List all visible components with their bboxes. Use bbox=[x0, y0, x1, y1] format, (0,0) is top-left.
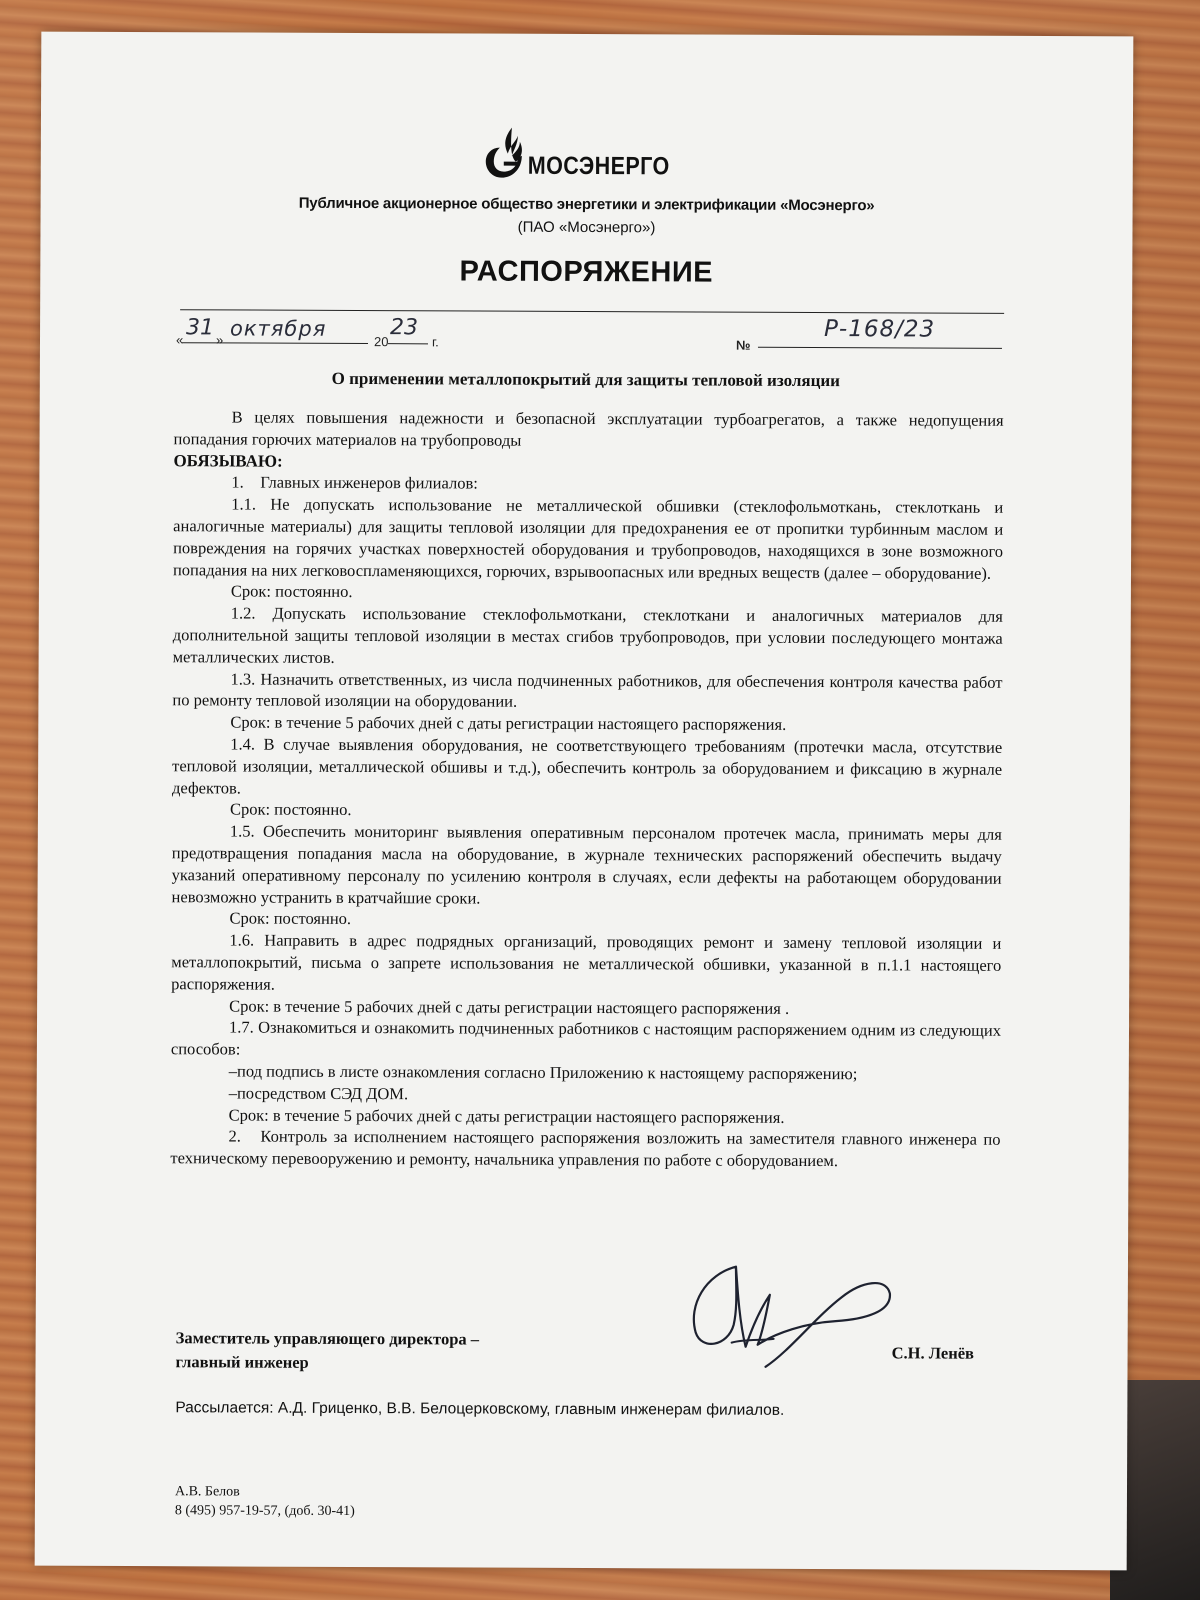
item-1-5: 1.5. Обеспечить мониторинг выявления оперативным персоналом протечек масла, принимать меры для предотвращения попадания масла на оборудование, в журнале технических распоряжений обеспечить выдачу указаний оперативному персоналу по усилению контроля в случаях, если дефекты на работающем оборудовании невозможно устранить в кратчайшие сроки. bbox=[171, 821, 1002, 908]
year-mark: г. bbox=[431, 334, 439, 350]
intro-paragraph: В целях повышения надежности и безопасной эксплуатации турбоагрегатов, а также недопущения попадания горючих материалов на трубопроводы bbox=[173, 407, 1004, 450]
item-1-4: 1.4. В случае выявления оборудования, не соответствующего требованиям (протечки масла, отсутствие тепловой изоляции, металлической обшивы и т.д.), обеспечить контроль за оборудованием и фиксацию в журнале дефектов. bbox=[172, 734, 1003, 798]
item-1-2: 1.2. Допускать использование стеклофольмоткани, стеклоткани и аналогичных материалов для дополнительной защиты тепловой изоляции в местах сгибов трубопроводов, при условии последующего монтажа металлических листов. bbox=[172, 603, 1003, 667]
term-1-1: Срок: постоянно. bbox=[230, 581, 353, 602]
document-page bbox=[35, 32, 1134, 1571]
organization-short-name: (ПАО «Мосэнерго») bbox=[517, 218, 656, 237]
company-logo bbox=[41, 124, 1133, 185]
item-1: 1. Главных инженеров филиалов: bbox=[231, 472, 478, 493]
term-1-3: Срок: в течение 5 рабочих дней с даты регистрации настоящего распоряжения. bbox=[230, 712, 787, 735]
item-1-3: 1.3. Назначить ответственных, из числа подчиненных работников, для обеспечения контроля качества работ по ремонту тепловой изоляции на оборудовании. bbox=[172, 669, 1003, 712]
term-1-6: Срок: в течение 5 рабочих дней с даты регистрации настоящего распоряжения . bbox=[229, 995, 790, 1018]
item-1-7: 1.7. Ознакомиться и ознакомить подчиненных работников с настоящим распоряжением одним из следующих способов: bbox=[170, 1017, 1002, 1059]
date-month: октября bbox=[230, 316, 327, 341]
date-underline bbox=[182, 342, 368, 344]
position-line-1: Заместитель управляющего директора – bbox=[175, 1328, 480, 1349]
year-prefix: 20 bbox=[373, 334, 389, 350]
document-title: О применении металлопокрытий для защиты тепловой изоляции bbox=[331, 368, 841, 391]
document-number: Р-168/23 bbox=[824, 316, 936, 343]
term-1-5: Срок: постоянно. bbox=[229, 908, 352, 929]
date-close-quote: » bbox=[215, 332, 224, 348]
number-label: № bbox=[735, 337, 751, 353]
executor-name: А.В. Белов bbox=[174, 1484, 240, 1500]
signer-name: С.Н. Ленёв bbox=[891, 1343, 975, 1363]
item-1-1: 1.1. Не допускать использование не металлической обшивки (стеклофольмоткань, стеклоткань и аналогичные материалы) для защиты тепловой изоляции для предохранения ее от пропитки турбинным маслом и повреждения на горячих участках поверхностей оборудования и трубопроводов, находящихся в зоне возможного попадания на них легковоспламеняющихся, горючих, взрывоопасных или вредных веществ (далее – оборудование). bbox=[172, 494, 1004, 583]
obligation-heading: ОБЯЗЫВАЮ: bbox=[173, 450, 283, 471]
term-1-4: Срок: постоянно. bbox=[229, 799, 352, 820]
year-suffix: 23 bbox=[390, 315, 419, 341]
executor-phone: 8 (495) 957-19-57, (доб. 30-41) bbox=[174, 1503, 355, 1520]
gas-flame-logo-icon bbox=[481, 126, 529, 182]
header-divider bbox=[180, 309, 1004, 314]
distribution-list: Рассылается: А.Д. Гриценко, В.В. Белоцерковскому, главным инженерам филиалов. bbox=[175, 1399, 785, 1419]
document-type: РАСПОРЯЖЕНИЕ bbox=[459, 255, 714, 289]
item-1-6: 1.6. Направить в адрес подрядных организаций, проводящих ремонт и замену тепловой изоляции и металлопокрытий, письма о запрете использования не металлической обшивки, указанной в п.1.1 настоящего распоряжения. bbox=[171, 930, 1002, 994]
organization-name: Публичное акционерное общество энергетики и электрификации «Мосэнерго» bbox=[298, 194, 875, 215]
item-1-7-b: –посредством СЭД ДОМ. bbox=[228, 1083, 409, 1103]
item-1-7-a: –под подпись в листе ознакомления согласно Приложению к настоящему распоряжению; bbox=[228, 1061, 858, 1084]
item-2: 2. Контроль за исполнением настоящего распоряжения возложить на заместителя главного инженера по техническому перевооружению и ремонту, начальника управления по работе с оборудованием. bbox=[170, 1126, 1005, 1171]
document-body bbox=[170, 406, 1003, 1173]
number-underline bbox=[758, 347, 1002, 349]
term-1-7: Срок: в течение 5 рабочих дней с даты регистрации настоящего распоряжения. bbox=[228, 1104, 785, 1127]
date-day: 31 bbox=[186, 315, 215, 341]
signatory-position bbox=[175, 1326, 1005, 1378]
year-underline bbox=[388, 343, 428, 344]
executor-info bbox=[175, 1482, 355, 1521]
logo-wordmark: МОСЭНЕРГО bbox=[527, 151, 670, 180]
position-line-2: главный инженер bbox=[175, 1352, 309, 1372]
date-open-quote: « bbox=[175, 332, 184, 348]
